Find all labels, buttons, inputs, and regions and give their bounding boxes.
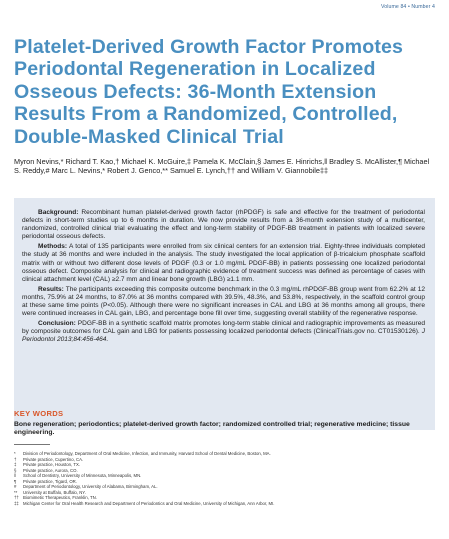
keywords-heading: KEY WORDS: [14, 409, 64, 418]
journal-citation: J Periodontol 2013;84:456-464.: [22, 327, 425, 344]
abstract-methods: [22, 243, 425, 284]
footnote-mark: ‡‡: [14, 500, 19, 506]
footnote-text: School of Dentistry, University of Minnesota, Minneapolis, MN.: [23, 473, 142, 479]
abstract-methods-label: Methods:: [38, 243, 68, 251]
footnote-mark: *: [14, 451, 16, 456]
footnote-mark: ‡: [14, 462, 17, 468]
footnote-mark: §: [14, 467, 17, 473]
footnote: [14, 501, 435, 507]
footnote-text: Private practice, Aurora, CO.: [23, 467, 78, 473]
keywords: Bone regeneration; periodontics; platelet-derived growth factor; randomized controlled trial; regenerative medicine; tissue engineering.: [14, 421, 410, 437]
abstract-conclusion: [22, 320, 425, 344]
footnote-mark: **: [14, 489, 18, 495]
footnote-text: Division of Periodontology, Department of Oral Medicine, Infection, and Immunity, Harvard School of Dental Medicine, Boston, MA.: [23, 451, 271, 456]
footnote-text: Private practice, Houston, TX.: [23, 462, 80, 468]
footnote-mark: ‖: [14, 473, 16, 479]
author-list: Myron Nevins,* Richard T. Kao,† Michael K. McGuire,‡ Pamela K. McClain,§ James E. Hinrichs,‖ Bradley S. McAllister,¶ Michael S. Reddy,# Marc L. Nevins,* Robert J. Genco,** Samuel E. Lynch,†† and William V. Giannobile‡‡: [14, 157, 430, 176]
footnote-text: Private practice, Tigard, OR.: [23, 478, 77, 484]
footnotes: [14, 451, 435, 506]
abstract-results: [22, 286, 425, 319]
footnote-mark: †: [14, 456, 17, 462]
abstract-methods-text: A total of 135 participants were enrolled from six clinical centers for an extension trial. Eighty-three individuals completed the study at 36 months and were included in the analysis. The study investigated the local application of β-tricalcium phosphate scaffold matrix with or without two different dose levels of PDGF (0.3 or 1.0 mg/mL PDGF-BB) in patients possessing one localized periodontal osseous defect. Composite analysis for clinical and radiographic evidence of treatment success was defined as percentage of cases with clinical attachment level (CAL) ≥2.7 mm and linear bone growth (LBG) ≥1.1 mm.: [22, 243, 425, 283]
footnote-mark: #: [14, 484, 17, 490]
footnote-text: University at Buffalo, Buffalo, NY.: [23, 489, 86, 495]
abstract: [22, 209, 425, 346]
article-title: Platelet-Derived Growth Factor Promotes Periodontal Regeneration in Localized Osseous Defects: 36-Month Extension Results From a Randomized, Controlled, Double-Masked Clinical Trial: [14, 36, 404, 148]
abstract-background-text: Recombinant human platelet-derived growth factor (rhPDGF) is safe and effective for the treatment of periodontal defects in short-term studies up to 6 months in duration. We now provide results from a 36-month extension study of a multicenter, randomized, controlled clinical trial evaluating the effect and long-term stability of PDGF-BB treatment in patients with localized severe periodontal osseous defects.: [22, 209, 425, 241]
abstract-results-label: Results:: [38, 285, 64, 293]
abstract-conclusion-text: PDGF-BB in a synthetic scaffold matrix promotes long-term stable clinical and radiographic improvements as measured by composite outcomes for CAL gain and LBG for patients possessing localized periodontal defects (ClinicalTrials.gov no. CT01530126).: [22, 319, 425, 335]
footnote-divider: [14, 444, 50, 445]
footnote-mark: ¶: [14, 478, 17, 484]
abstract-conclusion-label: Conclusion:: [38, 319, 76, 327]
footnote-text: Biomimetic Therapeutics, Franklin, TN.: [23, 495, 97, 501]
footnote-text: Michigan Center for Oral Health Research and Department of Periodontics and Oral Medicine, University of Michigan, Ann Arbor, MI.: [23, 500, 275, 506]
footnote-text: Private practice, Cupertino, CA.: [23, 456, 84, 462]
abstract-background: [22, 209, 425, 242]
footnote-text: Department of Periodontology, University of Alabama, Birmingham, AL.: [23, 484, 158, 490]
footnote-mark: ††: [14, 495, 19, 501]
running-head: Volume 84 • Number 4: [381, 4, 435, 10]
abstract-results-text: The participants exceeding this composite outcome benchmark in the 0.3 mg/mL rhPDGF-BB group went from 62.2% at 12 months, 75.9% at 24 months, to 87.0% at 36 months compared with 39.5%, 48.3%, and 53.8%, respectively, in the scaffold control group at these same time points (P<0.05). Although there were no significant increases in CAL and LBG at 36 months among all groups, there were continued increases in CAL gain, LBG, and percentage bone fill over time, suggesting overall stability of the regenerative response.: [22, 285, 426, 318]
abstract-background-label: Background:: [38, 209, 79, 216]
